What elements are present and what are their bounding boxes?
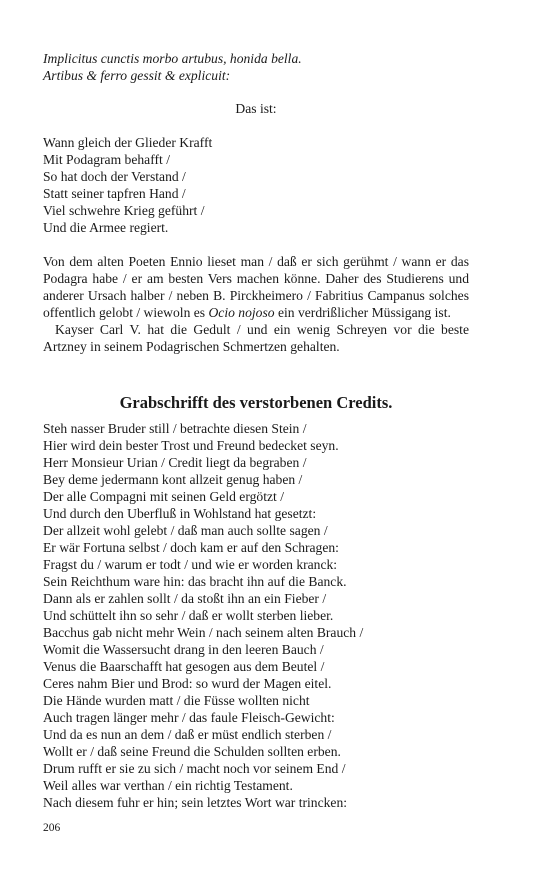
verse-line: Womit die Wassersucht drang in den leeren Bauch / bbox=[43, 642, 324, 657]
verse-line: Nach diesem fuhr er hin; sein letztes Wort war trincken: bbox=[43, 795, 348, 810]
verse-line: Viel schwehre Krieg geführt / bbox=[43, 203, 205, 218]
verse-line: Weil alles war verthan / ein richtig Testament. bbox=[43, 778, 293, 793]
verse-line: Herr Monsieur Urian / Credit liegt da begraben / bbox=[43, 455, 307, 470]
prose-section bbox=[43, 253, 469, 355]
paragraph-text: Von dem alten Poeten Ennio lieset man / daß er sich gerühmt / wann er das Podagra habe / er am besten Vers machen könne. Daher des Studierens und anderer Ursach halber / neben B. Pirckheimero / Fabritius Campanus solches offentlich gelobt / wiewoln es bbox=[43, 254, 469, 320]
book-page bbox=[43, 0, 469, 880]
paragraph-text: ein verdrißlicher Müssigang ist. bbox=[274, 305, 451, 320]
verse-line: Wollt er / daß seine Freund die Schulden sollten erben. bbox=[43, 744, 341, 759]
page-number: 206 bbox=[43, 822, 61, 834]
paragraph-carl: Kayser Carl V. hat die Gedult / und ein wenig Schreyen vor die beste Artzney in seinem Podagrischen Schmertzen gehalten. bbox=[43, 322, 469, 354]
verse-line: Und durch den Uberfluß in Wohlstand hat gesetzt: bbox=[43, 506, 317, 521]
latin-epigram bbox=[43, 50, 302, 84]
italic-phrase: Ocio nojoso bbox=[208, 305, 275, 320]
paragraph-ennio bbox=[43, 253, 469, 321]
verse-line: Steh nasser Bruder still / betrachte diesen Stein / bbox=[43, 421, 307, 436]
das-ist-label: Das ist: bbox=[235, 101, 277, 116]
verse-line: Die Hände wurden matt / die Füsse wollten nicht bbox=[43, 693, 310, 708]
verse-line: Der allzeit wohl gelebt / daß man auch sollte sagen / bbox=[43, 523, 328, 538]
verse-line: Hier wird dein bester Trost und Freund bedecket seyn. bbox=[43, 438, 339, 453]
verse-line: Venus die Baarschafft hat gesogen aus dem Beutel / bbox=[43, 659, 325, 674]
latin-line: Implicitus cunctis morbo artubus, honida bella. bbox=[43, 51, 302, 66]
verse-line: Mit Podagram behafft / bbox=[43, 152, 170, 167]
verse-line: Statt seiner tapfren Hand / bbox=[43, 186, 186, 201]
verse-line: Er wär Fortuna selbst / doch kam er auf den Schragen: bbox=[43, 540, 339, 555]
verse-line: Ceres nahm Bier und Brod: so wurd der Magen eitel. bbox=[43, 676, 332, 691]
epitaph-verse bbox=[43, 420, 363, 811]
verse-line: Sein Reichthum ware hin: das bracht ihn auf die Banck. bbox=[43, 574, 347, 589]
verse-line: So hat doch der Verstand / bbox=[43, 169, 186, 184]
latin-line: Artibus & ferro gessit & explicuit: bbox=[43, 68, 231, 83]
verse-line: Bey deme jedermann kont allzeit genug haben / bbox=[43, 472, 303, 487]
verse-line: Fragst du / warum er todt / und wie er worden kranck: bbox=[43, 557, 338, 572]
verse-line: Drum rufft er sie zu sich / macht noch vor seinem End / bbox=[43, 761, 346, 776]
verse-line: Dann als er zahlen sollt / da stoßt ihn an ein Fieber / bbox=[43, 591, 327, 606]
verse-translation bbox=[43, 134, 212, 236]
verse-line: Und da es nun an dem / daß er müst endlich sterben / bbox=[43, 727, 332, 742]
verse-line: Auch tragen länger mehr / das faule Fleisch-Gewicht: bbox=[43, 710, 335, 725]
verse-line: Und die Armee regiert. bbox=[43, 220, 169, 235]
verse-line: Bacchus gab nicht mehr Wein / nach seinem alten Brauch / bbox=[43, 625, 364, 640]
verse-line: Und schüttelt ihn so sehr / daß er wollt sterben lieber. bbox=[43, 608, 334, 623]
verse-line: Der alle Compagni mit seinen Geld ergötzt / bbox=[43, 489, 284, 504]
section-heading: Grabschrifft des verstorbenen Credits. bbox=[119, 393, 393, 412]
verse-line: Wann gleich der Glieder Krafft bbox=[43, 135, 213, 150]
